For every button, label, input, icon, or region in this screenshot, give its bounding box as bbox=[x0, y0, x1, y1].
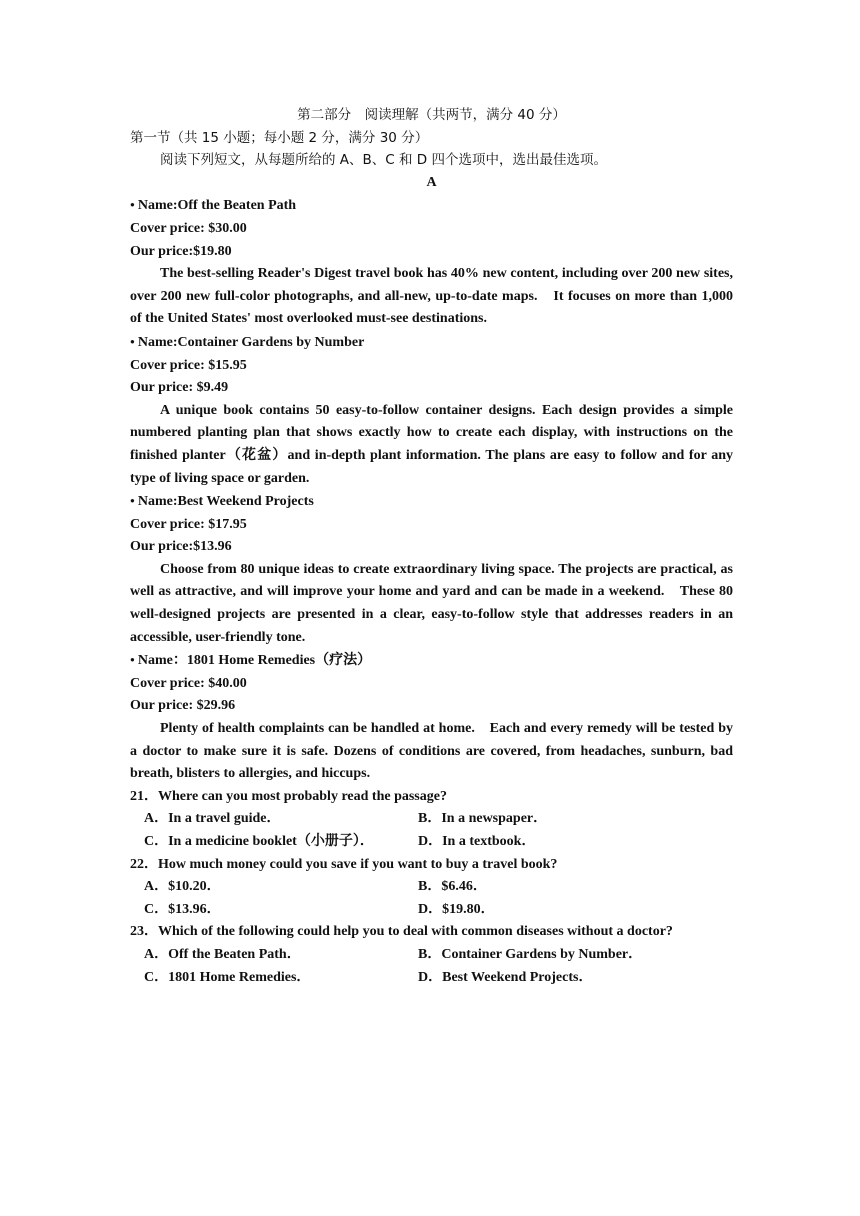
option-b: B．Container Gardens by Number． bbox=[418, 946, 643, 962]
book-name: ● Name:Container Gardens by Number bbox=[130, 331, 733, 355]
book-name: ● Name:Best Weekend Projects bbox=[130, 490, 733, 514]
question-stem: 23．Which of the following could help you to deal with common diseases without a doctor? bbox=[130, 924, 673, 940]
book-entry bbox=[130, 194, 733, 331]
book-description: Choose from 80 unique ideas to create extraordinary living space. The projects are practical, as well as attractive, and will improve your home and yard and can be made in a weekend. These 80 well-designed projects are presented in a clear, easy-to-follow style that addresses readers in an accessible, user-friendly tone. bbox=[130, 561, 733, 645]
option-d: D．In a textbook． bbox=[418, 834, 536, 849]
cover-price: Cover price: $30.00 bbox=[130, 220, 247, 236]
cover-price: Cover price: $15.95 bbox=[130, 357, 247, 373]
part-title: 第二部分 阅读理解（共两节，满分 40 分） bbox=[297, 107, 566, 123]
instructions: 阅读下列短文，从每题所给的 A、B、C 和 D 四个选项中，选出最佳选项。 bbox=[160, 152, 607, 169]
option-row bbox=[130, 944, 733, 967]
option-a: A．$10.20． bbox=[144, 879, 221, 895]
option-row bbox=[130, 899, 733, 922]
question-stem: 22．How much money could you save if you want to buy a travel book? bbox=[130, 856, 558, 872]
question-stem: 21．Where can you most probably read the passage? bbox=[130, 788, 447, 804]
book-name: ● Name:Off the Beaten Path bbox=[130, 194, 733, 218]
option-row bbox=[130, 831, 733, 854]
option-c: C．In a medicine booklet（小册子）． bbox=[144, 834, 374, 849]
option-d: D．Best Weekend Projects． bbox=[418, 969, 593, 985]
cover-price: Cover price: $40.00 bbox=[130, 675, 247, 691]
option-d: D．$19.80． bbox=[418, 901, 495, 917]
our-price: Our price: $29.96 bbox=[130, 698, 236, 714]
option-c: C．$13.96． bbox=[144, 901, 221, 917]
passage-label: A bbox=[426, 174, 437, 190]
book-name: ● Name：1801 Home Remedies（疗法） bbox=[130, 649, 733, 673]
book-description: A unique book contains 50 easy-to-follow container designs. Each design provides a simple numbered planting plan that shows exactly how to create each display, with instructions on the finished planter（花盆）and in-depth plant information. The plans are easy to follow and for any type of living space or garden. bbox=[130, 402, 733, 486]
option-a: A．In a travel guide． bbox=[144, 811, 281, 827]
our-price: Our price: $9.49 bbox=[130, 380, 229, 396]
section-title: 第一节（共 15 小题；每小题 2 分，满分 30 分） bbox=[130, 129, 429, 146]
book-entry bbox=[130, 649, 733, 786]
our-price: Our price:$19.80 bbox=[130, 243, 232, 259]
option-row bbox=[130, 876, 733, 899]
option-c: C．1801 Home Remedies． bbox=[144, 969, 311, 985]
book-entry bbox=[130, 331, 733, 490]
question bbox=[130, 786, 733, 854]
exam-page bbox=[130, 104, 733, 989]
option-a: A．Off the Beaten Path． bbox=[144, 946, 301, 962]
our-price: Our price:$13.96 bbox=[130, 539, 232, 555]
book-description: Plenty of health complaints can be handled at home. Each and every remedy will be tested by a doctor to make sure it is safe. Dozens of conditions are covered, from headaches, sunburn, bad breath, blisters to allergies, and hiccups. bbox=[130, 721, 733, 782]
book-description: The best-selling Reader's Digest travel book has 40% new content, including over 200 new sites, over 200 new full-color photographs, and all-new, up-to-date maps. It focuses on more than 1,000 of the United States' most overlooked must-see destinations. bbox=[130, 266, 733, 327]
question bbox=[130, 921, 733, 989]
cover-price: Cover price: $17.95 bbox=[130, 516, 247, 532]
option-b: B．In a newspaper． bbox=[418, 811, 548, 827]
option-row bbox=[130, 808, 733, 831]
book-entry bbox=[130, 490, 733, 649]
option-row bbox=[130, 967, 733, 990]
option-b: B．$6.46． bbox=[418, 879, 487, 895]
question bbox=[130, 854, 733, 922]
